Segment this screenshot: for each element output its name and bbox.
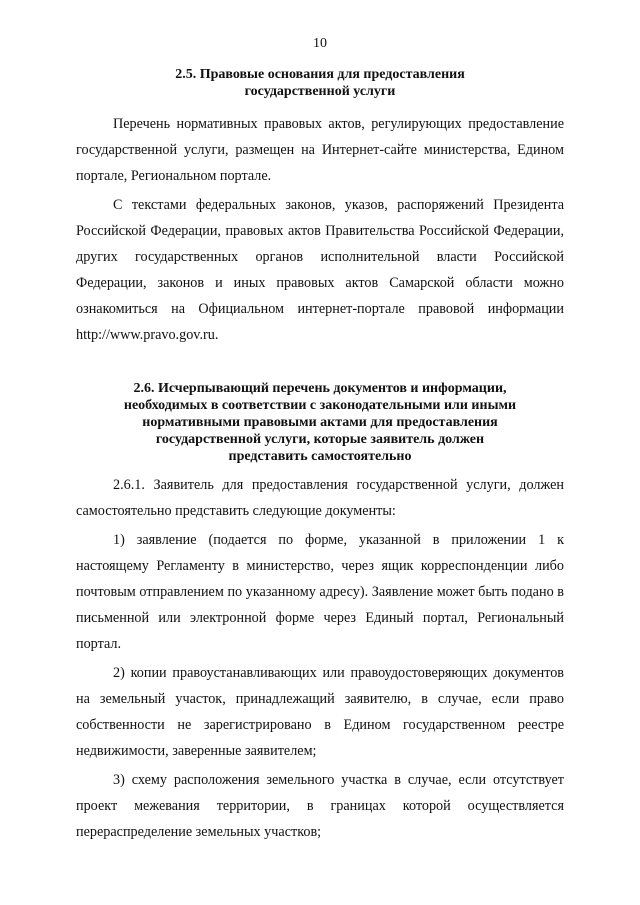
list-item: 2) копии правоустанавливающих или правоудостоверяющих документов на земельный участок, принадлежащий заявителю, в случае, если право собственности не зарегистрировано в Едином государственном реестре недвижимости, заверенные заявителем;	[76, 665, 564, 759]
paragraph: С текстами федеральных законов, указов, распоряжений Президента Российской Федерации, правовых актов Правительства Российской Федерации, других государственных органов исполнительной власти Российской Федерации, законов и иных правовых актов Самарской области можно ознакомиться на Официальном интернет-портале правовой информации http://www.pravo.gov.ru.	[76, 197, 564, 343]
section-2-5-heading	[100, 66, 540, 100]
page-number: 10	[313, 36, 327, 51]
heading-line: представить самостоятельно	[228, 449, 412, 464]
list-item: 1) заявление (подается по форме, указанной в приложении 1 к настоящему Регламенту в министерство, через ящик корреспонденции либо почтовым отправлением по указанному адресу). Заявление может быть подано в письменной или электронной форме через Единый портал, Региональный портал.	[76, 532, 564, 652]
heading-line: 2.5. Правовые основания для предоставления	[175, 67, 465, 82]
heading-line: 2.6. Исчерпывающий перечень документов и информации,	[133, 381, 507, 396]
heading-line: государственной услуги	[244, 84, 396, 99]
section-2-6-heading	[100, 380, 540, 465]
heading-line: государственной услуги, которые заявитель должен	[155, 432, 485, 447]
heading-line: необходимых в соответствии с законодательными или иными	[123, 398, 517, 413]
paragraph: 2.6.1. Заявитель для предоставления государственной услуги, должен самостоятельно представить следующие документы:	[76, 477, 564, 519]
paragraph: Перечень нормативных правовых актов, регулирующих предоставление государственной услуги, размещен на Интернет-сайте министерства, Едином портале, Региональном портале.	[76, 116, 564, 184]
list-item: 3) схему расположения земельного участка в случае, если отсутствует проект межевания территории, в границах которой осуществляется перераспределение земельных участков;	[76, 772, 564, 840]
section-2-6-body	[76, 472, 564, 845]
heading-line: нормативными правовыми актами для предоставления	[142, 415, 498, 430]
section-2-5-body	[76, 111, 564, 348]
